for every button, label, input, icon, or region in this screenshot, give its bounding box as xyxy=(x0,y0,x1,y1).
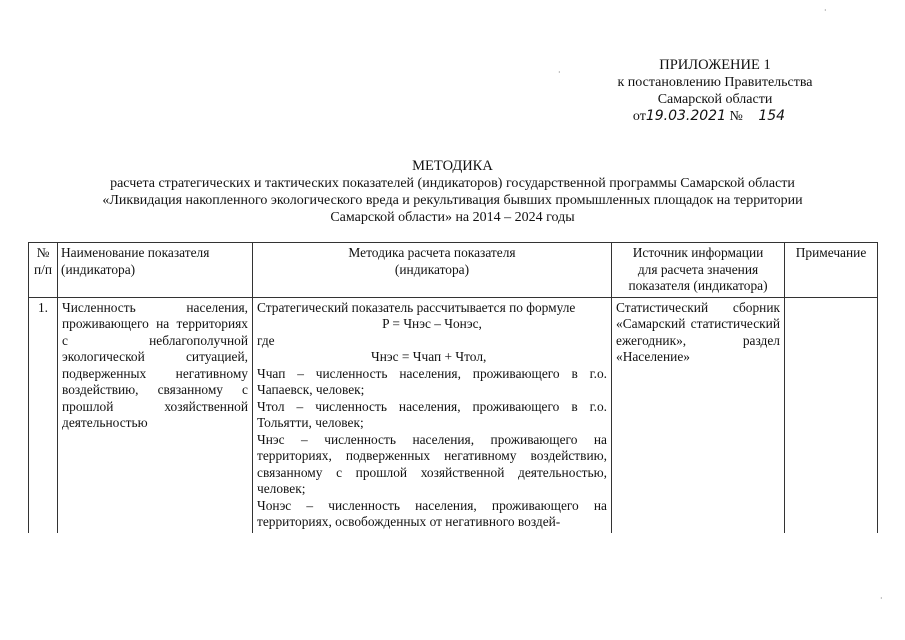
row-indicator-name: Численность населения, проживающего на территориях с неблагополучной экологической ситуацией, подверженных негативному воздействию, связанному с прошлой хозяйственной деятельностью xyxy=(58,297,253,533)
row-note xyxy=(785,297,878,533)
formula-2: Чнэс = Ччап + Чтол, xyxy=(371,349,487,364)
header-source-line-2: для расчета значения xyxy=(637,261,759,277)
header-source xyxy=(612,243,785,298)
row-num: 1. xyxy=(29,297,58,533)
appendix-line-2: Самарской области xyxy=(657,92,773,107)
document-subtitle-2: «Ликвидация накопленного экологического вреда и рекультивация бывших промышленных площадок на территории xyxy=(102,193,803,208)
row-method xyxy=(253,297,612,533)
number-sign: № xyxy=(729,109,743,124)
scan-speck: · xyxy=(558,68,561,77)
document-heading xyxy=(55,158,850,226)
appendix-block xyxy=(600,57,830,125)
header-name xyxy=(58,243,253,298)
definition-2: Чтол – численность населения, проживающего в г.о. Тольятти, человек; xyxy=(257,398,607,430)
appendix-title: ПРИЛОЖЕНИЕ 1 xyxy=(659,57,771,73)
table-row xyxy=(29,297,878,533)
header-source-line-3: показателя (индикатора) xyxy=(628,278,768,293)
formula-1: P = Чнэс – Чонэс, xyxy=(382,316,482,331)
method-intro: Стратегический показатель рассчитывается по формуле xyxy=(257,299,576,315)
header-name-line-2: (индикатора) xyxy=(61,261,136,277)
document-title: МЕТОДИКА xyxy=(412,158,493,174)
scan-speck: · xyxy=(880,594,883,603)
document-subtitle-3: Самарской области» на 2014 – 2024 годы xyxy=(330,210,575,225)
document-subtitle-1: расчета стратегических и тактических показателей (индикаторов) государственной программы Самарской области xyxy=(110,176,795,191)
definition-4: Чонэс – численность населения, проживающего на территориях, освобожденных от негативного воздей- xyxy=(257,497,607,529)
header-method-line-2: (индикатора) xyxy=(394,261,470,277)
resolution-ref xyxy=(600,108,830,125)
row-source: Статистический сборник «Самарский статистический ежегодник», раздел «Население» xyxy=(612,297,785,533)
header-name-line-1: Наименование показателя xyxy=(61,245,210,260)
header-method xyxy=(253,243,612,298)
header-source-line-1: Источник информации xyxy=(632,245,764,260)
header-method-line-1: Методика расчета показателя xyxy=(348,245,516,260)
table-header-row xyxy=(29,243,878,298)
handwritten-number: 154 xyxy=(758,108,786,124)
from-prefix: от xyxy=(632,109,646,124)
where-label: где xyxy=(257,332,275,348)
definition-1: Ччап – численность населения, проживающего в г.о. Чапаевск, человек; xyxy=(257,365,607,397)
definition-3: Чнэс – численность населения, проживающего на территориях, подверженных негативному воздействию, связанному с прошлой хозяйственной деятельностью, человек; xyxy=(257,431,607,496)
header-num: № п/п xyxy=(29,243,58,298)
indicators-table xyxy=(28,242,878,533)
appendix-line-1: к постановлению Правительства xyxy=(617,75,813,90)
header-note: Примечание xyxy=(785,243,878,298)
handwritten-date: 19.03.2021 xyxy=(645,108,726,124)
scan-speck: · xyxy=(824,6,827,15)
